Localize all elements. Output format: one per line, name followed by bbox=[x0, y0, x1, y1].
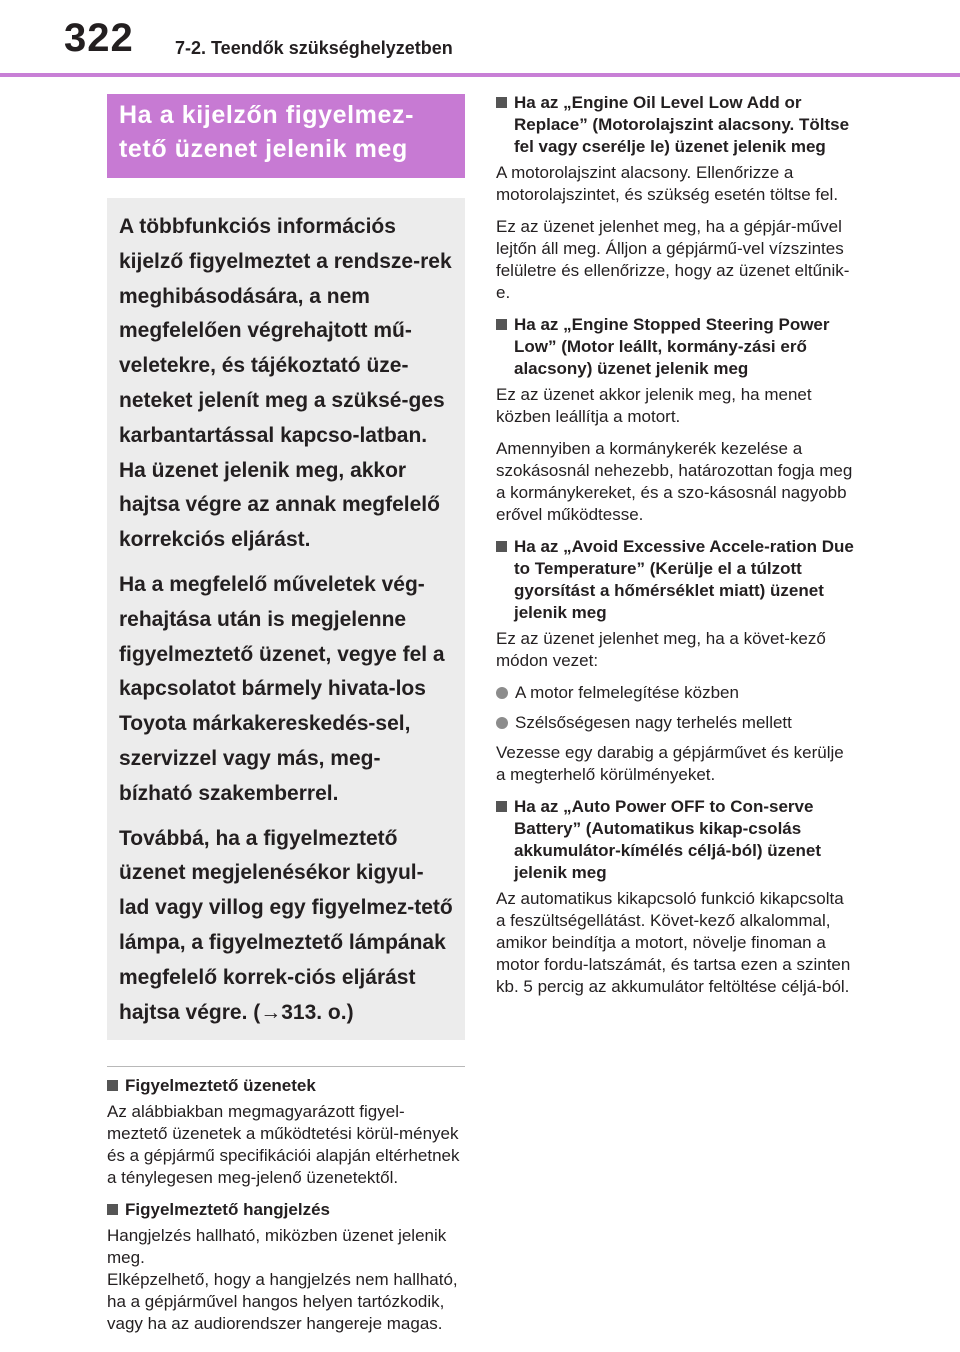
paragraph: Amennyiben a kormánykerék kezelése a szokásosnál nehezebb, határozottan fogja meg a kormánykereket, és a szo-kásosnál nagyobb erővel működtesse. bbox=[496, 439, 853, 524]
subheading-text: Ha az „Auto Power OFF to Con-serve Battery” (Automatikus kikap-csolás akkumulátor-kímélés céljá-ból) üzenet jelenik meg bbox=[514, 797, 822, 882]
round-bullet-icon bbox=[496, 717, 508, 729]
square-bullet-icon bbox=[496, 541, 507, 552]
right-column bbox=[496, 92, 854, 1008]
list-item-text: A motor felmelegítése közben bbox=[515, 683, 739, 702]
paragraph: A motorolajszint alacsony. Ellenőrizze a motorolajszintet, és szükség esetén töltse fel. bbox=[496, 163, 839, 204]
paragraph: Ez az üzenet akkor jelenik meg, ha menet közben leállítja a motort. bbox=[496, 385, 812, 426]
subheading-auto-power-off bbox=[496, 796, 854, 884]
round-bullet-icon bbox=[496, 687, 508, 699]
subheading-text: Ha az „Engine Oil Level Low Add or Replace” (Motorolajszint alacsony. Töltse fel vagy cserélje le) üzenet jelenik meg bbox=[514, 93, 850, 156]
header-rule bbox=[0, 73, 960, 77]
subheading-engine-oil bbox=[496, 92, 854, 158]
square-bullet-icon bbox=[107, 1204, 118, 1215]
intro-paragraph-1: A többfunkciós információs kijelző figyelmeztet a rendsze-rek meghibásodására, a nem megfelelően végrehajtott mű-veletekre, és tájékoztató üze-neteket jelenít meg a szüksé-ges karbantartással kapcso-latban. Ha üzenet jelenik meg, akkor hajtsa végre az annak megfelelő korrekciós eljárást. bbox=[119, 215, 452, 552]
paragraph: Vezesse egy darabig a gépjárművet és kerülje a megterhelő körülményeket. bbox=[496, 743, 844, 784]
topic-title: Ha a kijelzőn figyelmez-tető üzenet jelenik meg bbox=[119, 101, 415, 163]
square-bullet-icon bbox=[496, 801, 507, 812]
square-bullet-icon bbox=[107, 1080, 118, 1091]
list-item-text: Szélsőségesen nagy terhelés mellett bbox=[515, 713, 792, 732]
subheading-text: Ha az „Engine Stopped Steering Power Low” (Motor leállt, kormány-zási erő alacsony) üzenet jelenik meg bbox=[514, 315, 830, 378]
square-bullet-icon bbox=[496, 319, 507, 330]
subheading-text: Figyelmeztető üzenetek bbox=[125, 1076, 316, 1096]
paragraph: Ez az üzenet jelenhet meg, ha a követ-kező módon vezet: bbox=[496, 629, 826, 670]
paragraph: Ez az üzenet jelenhet meg, ha a gépjár-művel lejtőn áll meg. Álljon a gépjármű-vel vízszintes felületre és ellenőrizze, hogy az üzenet eltűnik-e. bbox=[496, 217, 850, 302]
paragraph: Az automatikus kikapcsoló funkció kikapcsolta a feszültségellátást. Követ-kező alkalommal, amikor beindítja a motort, növelje finoman a motor fordu-latszámát, és tartsa ezen a szinten kb. 5 percig az akkumulátor feltöltése céljá-ból. bbox=[496, 889, 851, 996]
intro-box bbox=[107, 198, 465, 1040]
list-item bbox=[496, 682, 854, 704]
page-header bbox=[0, 0, 960, 80]
subheading-warning-buzzer bbox=[107, 1199, 465, 1221]
section-title: 7-2. Teendők szükséghelyzetben bbox=[175, 38, 453, 58]
page-number: 322 bbox=[64, 16, 134, 60]
subheading-acceleration bbox=[496, 536, 854, 624]
subheading-text: Ha az „Avoid Excessive Accele-ration Due to Temperature” (Kerülje el a túlzott gyorsítást a hőmérséklet miatt) üzenet jelenik meg bbox=[514, 537, 854, 622]
intro-paragraph-2: Ha a megfelelő műveletek vég-rehajtása után is megjelenne figyelmeztető üzenet, vegye fel a kapcsolatot bármely hivata-los Toyota márkakereskedés-sel, szervizzel vagy más, meg-bízható szakemberrel. bbox=[119, 572, 445, 805]
left-column bbox=[107, 94, 465, 1345]
square-bullet-icon bbox=[496, 97, 507, 108]
subheading-steering-power bbox=[496, 314, 854, 380]
subheading-text: Figyelmeztető hangjelzés bbox=[125, 1200, 330, 1220]
intro-paragraph-3: Továbbá, ha a figyelmeztető üzenet megjelenésékor kigyul-lad vagy villog egy figyelmez-tető lámpa, a figyelmeztető lámpának megfelelő korrek-ciós eljárást hajtsa végre. (→313. o.) bbox=[119, 826, 453, 1024]
paragraph: Az alábbiakban megmagyarázott figyel-meztető üzenetek a működtetési körül-mények és a gépjármű specifikációi alapján eltérhetnek a ténylegesen meg-jelenő üzenetektől. bbox=[107, 1102, 460, 1188]
paragraph: Elképzelhető, hogy a hangjelzés nem hallható, ha a gépjárművel hangos helyen tartózkodik, vagy ha az audiorendszer hangereje magas. bbox=[107, 1270, 458, 1334]
section-divider bbox=[107, 1066, 465, 1067]
subheading-warning-messages bbox=[107, 1075, 465, 1097]
list-item bbox=[496, 712, 854, 734]
paragraph: Hangjelzés hallható, miközben üzenet jelenik meg. bbox=[107, 1226, 447, 1268]
topic-title-box bbox=[107, 94, 465, 178]
